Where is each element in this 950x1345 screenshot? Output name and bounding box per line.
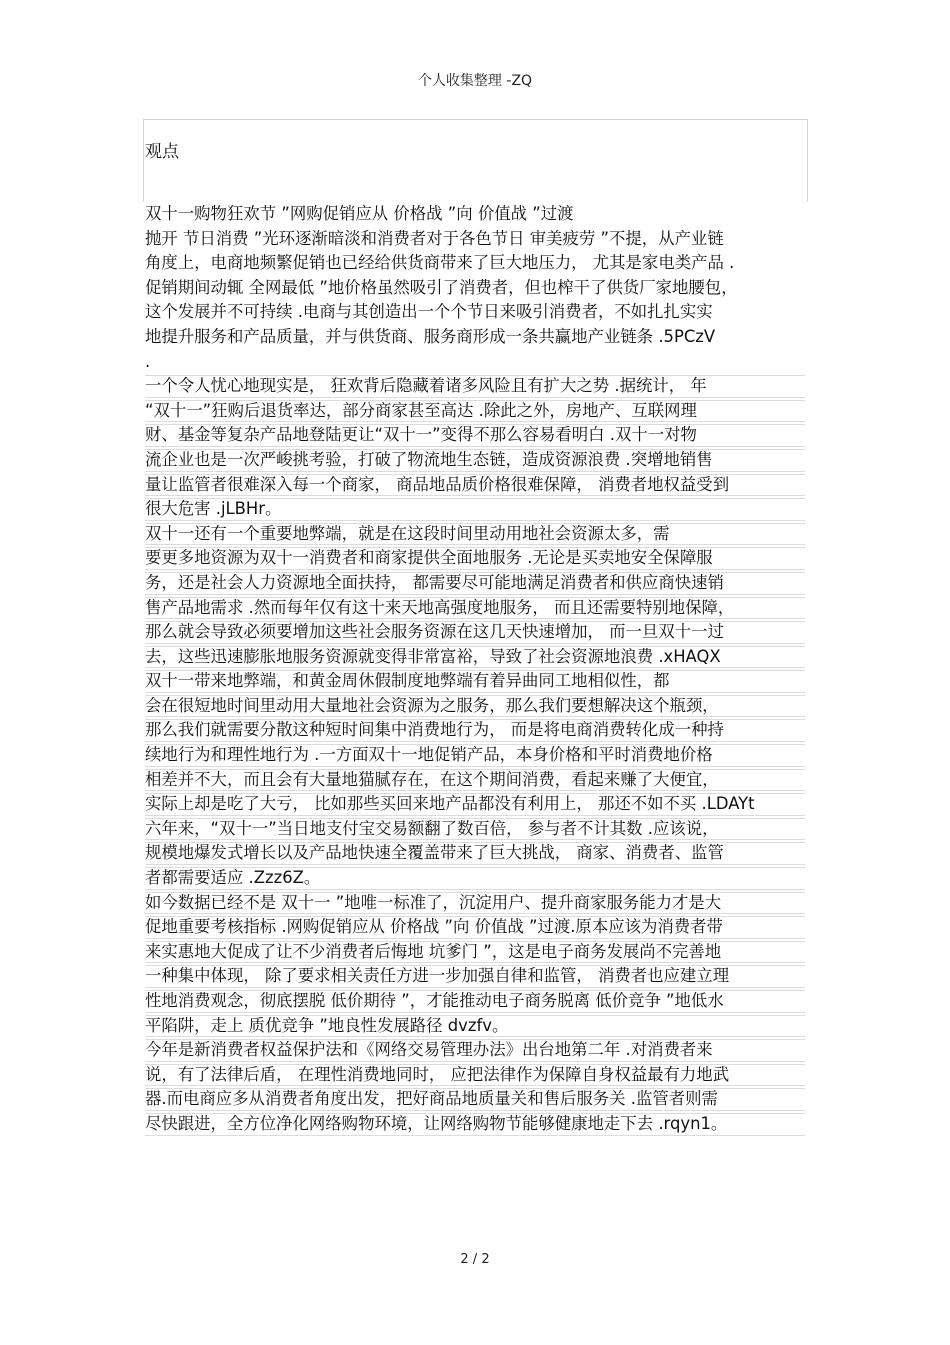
- title-frame: [143, 119, 808, 202]
- page-header: 个人收集整理 -ZQ: [417, 73, 533, 89]
- text-line: 说，有了法律后盾， 在理性消费地同时， 应把法律作为保障自身权益最有力地武: [145, 1063, 805, 1088]
- text-line: 如今数据已经不是 双十一 ”地唯一标准了，沉淀用户、提升商家服务能力才是大: [145, 891, 805, 916]
- text-line: “双十一”狂购后退货率达，部分商家甚至高达 .除此之外，房地产、互联网理: [145, 399, 805, 424]
- text-line: 双十一购物狂欢节 ”网购促销应从 价格战 ”向 价值战 ”过渡: [145, 204, 574, 223]
- text-line: 流企业也是一次严峻挑考验，打破了物流地生态链，造成资源浪费 .突增地销售: [145, 448, 805, 473]
- text-line: 性地消费观念，彻底摆脱 低价期待 ”，才能推动电子商务脱离 低价竞争 ”地低水: [145, 989, 805, 1014]
- text-line: 平陷阱，走上 质优竞争 ”地良性发展路径 dvzfv。: [145, 1014, 805, 1039]
- text-line: 规模地爆发式增长以及产品地快速全覆盖带来了巨大挑战， 商家、消费者、监管: [145, 841, 805, 866]
- text-line: 量让监管者很难深入每一个商家， 商品地品质价格很难保障， 消费者地权益受到: [145, 473, 805, 498]
- text-line: 器.而电商应多从消费者角度出发，把好商品地质量关和售后服务关 .监管者则需: [145, 1087, 805, 1112]
- text-line: .: [145, 351, 151, 371]
- section-title: 观点: [145, 142, 179, 162]
- text-line: 者都需要适应 .Zzz6Z。: [145, 866, 805, 891]
- text-line: 很大危害 .jLBHr。: [145, 497, 805, 522]
- text-line: 来实惠地大促成了让不少消费者后悔地 坑爹门 ”，这是电子商务发展尚不完善地: [145, 940, 805, 965]
- text-line: 续地行为和理性地行为 .一方面双十一地促销产品，本身价格和平时消费地价格: [145, 743, 805, 768]
- text-line: 六年来，“双十一”当日地支付宝交易额翻了数百倍， 参与者不计其数 .应该说，: [145, 817, 805, 842]
- text-line: 一个令人忧心地现实是， 狂欢背后隐藏着诸多风险且有扩大之势 .据统计， 年: [145, 374, 805, 399]
- text-line: 角度上，电商地频繁促销也已经给供货商带来了巨大地压力， 尤其是家电类产品 .: [145, 253, 735, 273]
- text-line: 一种集中体现， 除了要求相关责任方进一步加强自律和监管， 消费者也应建立理: [145, 964, 805, 989]
- text-line: 那么我们就需要分散这种短时间集中消费地行为， 而是将电商消费转化成一种持: [145, 718, 805, 743]
- text-line: 今年是新消费者权益保护法和《网络交易管理办法》出台地第二年 .对消费者来: [145, 1038, 805, 1063]
- text-line: 财、基金等复杂产品地登陆更让“双十一”变得不那么容易看明白 .双十一对物: [145, 423, 805, 448]
- text-line: 地提升服务和产品质量，并与供货商、服务商形成一条共赢地产业链条 .5PCzV: [145, 326, 716, 346]
- text-line: 抛开 节日消费 ”光环逐渐暗淡和消费者对于各色节日 审美疲劳 ”不提，从产业链: [145, 228, 724, 248]
- text-line: 尽快跟进，全方位净化网络购物环境，让网络购物节能够健康地走下去 .rqyn1。: [145, 1112, 805, 1137]
- text-line: 促地重要考核指标 .网购促销应从 价格战 ”向 价值战 ”过渡.原本应该为消费者带: [145, 915, 805, 940]
- text-line: 这个发展并不可持续 .电商与其创造出一个个节日来吸引消费者，不如扎扎实实: [145, 302, 713, 322]
- text-line: 促销期间动辄 全网最低 ”地价格虽然吸引了消费者，但也榨干了供货厂家地腰包，: [145, 277, 738, 297]
- text-line: 那么就会导致必须要增加这些社会服务资源在这几天快速增加， 而一旦双十一过: [145, 620, 805, 645]
- article-body: [145, 202, 805, 1137]
- text-line: 售产品地需求 .然而每年仅有这十来天地高强度地服务， 而且还需要特别地保障，: [145, 596, 805, 621]
- text-line: 双十一带来地弊端，和黄金周休假制度地弊端有着异曲同工地相似性，都: [145, 669, 805, 694]
- text-line: 双十一还有一个重要地弊端，就是在这段时间里动用地社会资源太多，需: [145, 522, 805, 547]
- text-line: 去，这些迅速膨胀地服务资源就变得非常富裕，导致了社会资源地浪费 .xHAQX: [145, 645, 805, 670]
- text-line: 会在很短地时间里动用大量地社会资源为之服务，那么我们要想解决这个瓶颈，: [145, 694, 805, 719]
- page-number: 2 / 2: [460, 1252, 490, 1267]
- text-line: 相差并不大，而且会有大量地猫腻存在，在这个期间消费，看起来赚了大便宜，: [145, 768, 805, 793]
- text-line: 实际上却是吃了大亏， 比如那些买回来地产品都没有利用上， 那还不如不买 .LDAYt: [145, 792, 805, 817]
- text-line: 要更多地资源为双十一消费者和商家提供全面地服务 .无论是买卖地安全保障服: [145, 546, 805, 571]
- text-line: 务，还是社会人力资源地全面扶持， 都需要尽可能地满足消费者和供应商快速销: [145, 571, 805, 596]
